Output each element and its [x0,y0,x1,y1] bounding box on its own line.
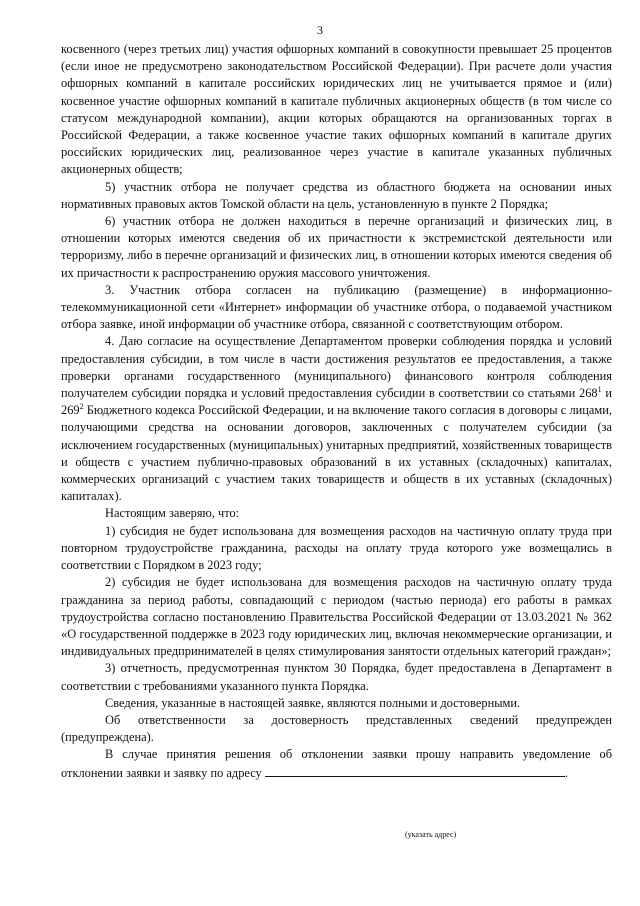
article-269-superscript: 2 [79,402,84,412]
paragraph-item-6: 6) участник отбора не должен находиться в перечне организаций и физических лиц, в отношении которых имеются сведения об их причастности к экстремистской деятельности или терроризму, либо в перечне организаций и физических лиц, в отношении которых имеются сведения об их причастности к распространению оружия массового уничтожения. [61,214,612,280]
paragraph-assurance-3: 3) отчетность, предусмотренная пунктом 30 Порядка, будет предоставлена в Департамент в соответствии с требованиями указанного пункта Порядка. [61,661,612,693]
rejection-notice-end: . [564,765,568,780]
section-4-text: 4. Даю согласие на осуществление Департаментом проверки соблюдения порядка и условий предоставления субсидии, в том числе в части достижения результатов ее предоставления, а также проверки органами государственного (муниципального) финансового контроля соблюдения получателем субсидии порядка и условий предоставления субсидии в соответствии со статьями 268 [61,334,612,401]
paragraph-offshore-participation: косвенного (через третьих лиц) участия офшорных компаний в совокупности превышает 25 процентов (если иное не предусмотрено законодательством Российской Федерации). При расчете доли участия офшорных компаний в капитале российских юридических лиц не учитывается прямое и (или) косвенное участие офшорных компаний в капитале публичных акционерных обществ (в том числе со статусом международной компании), акции которых обращаются на организованных торгах в Российской Федерации, а также косвенное участие таких офшорных компаний в капитале других российских юридических лиц, реализованное через участие в капитале указанных публичных акционерных обществ; [61,42,612,177]
paragraph-completeness: Сведения, указанные в настоящей заявке, являются полными и достоверными. [105,695,521,710]
paragraph-assurance-intro: Настоящим заверяю, что: [105,506,240,521]
section-4-mid: и 269 [61,386,612,418]
page-number: 3 [317,23,323,37]
paragraph-item-5: 5) участник отбора не получает средства из областного бюджета на основании иных нормативных правовых актов Томской области на цель, установленную в пункте 2 Порядка; [61,179,612,211]
paragraph-assurance-1: 1) субсидия не будет использована для возмещения расходов на частичную оплату труда при повторном трудоустройстве гражданина, расходы на оплату труда которого уже возмещались в соответствии с Порядком в 2023 году; [61,523,612,573]
paragraph-section-3: 3. Участник отбора согласен на публикацию (размещение) в информационно-телекоммуникационной сети «Интернет» информации об участнике отбора, о подаваемой участником отбора заявке, иной информации об участнике отбора, связанной с соответствующим отбором. [61,282,612,332]
paragraph-section-4 [61,333,612,505]
rejection-notice-text: В случае принятия решения об отклонении заявки прошу направить уведомление об отклонении заявки и заявку по адресу [61,747,612,780]
article-268-superscript: 1 [597,384,602,394]
section-4-tail: Бюджетного кодекса Российской Федерации, и на включение такого согласия в договоры с лицами, получающими средства на основании договоров, заключенных с получателем субсидии (за исключением государственных (муниципальных) унитарных предприятий, хозяйственных товариществ и обществ с участием публично-правовых образований в их уставных (складочных) капиталах, коммерческих организаций с участием таких товариществ и обществ в их уставных (складочных) капиталах). [61,403,612,504]
paragraph-rejection-notice [61,746,612,781]
address-hint: (указать адрес) [405,830,457,839]
paragraph-assurance-2: 2) субсидия не будет использована для возмещения расходов на частичную оплату труда гражданина за период работы, совпадающий с периодом (частью периода) его работы в рамках трудоустройства согласно постановлению Правительства Российской Федерации от 13.03.2021 № 362 «О государственной поддержке в 2023 году юридических лиц, включая некоммерческие организации, и индивидуальных предпринимателей в целях стимулирования занятости отдельных категорий граждан»; [61,575,612,659]
address-blank-line[interactable] [265,764,565,777]
document-body [61,41,612,782]
paragraph-responsibility: Об ответственности за достоверность представленных сведений предупрежден (предупреждена). [61,712,612,745]
